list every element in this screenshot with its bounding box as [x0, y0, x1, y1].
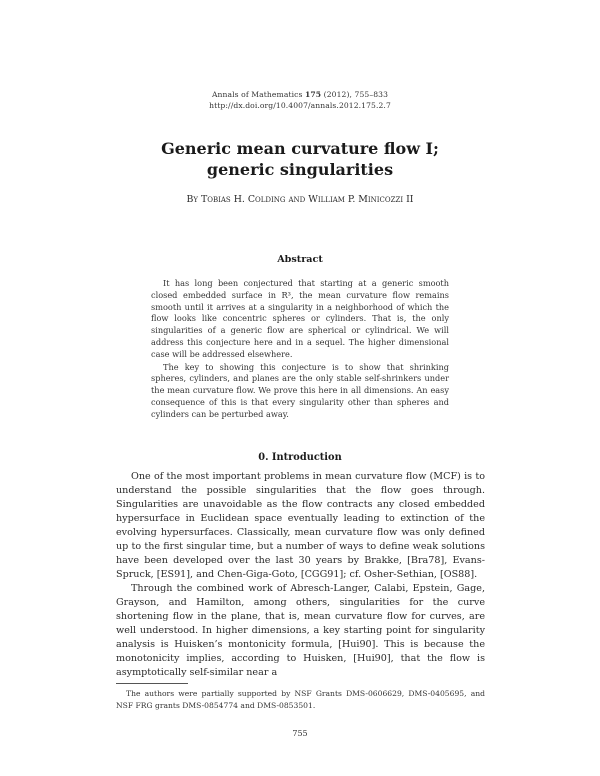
authors-line: By Tobias H. Colding and William P. Minicozzi II — [186, 194, 414, 205]
introduction-paragraph-1: One of the most important problems in mean curvature flow (MCF) is to understand the possible singularities that the flow goes through. Singularities are unavoidable as the flow contracts any closed embedded hypersurface in Euclidean space eventually leading to extinction of the evolving hypersurfaces. Classically, mean curvature flow was only defined up to the first singular time, but a number of ways to define weak solutions have been developed over the last 30 years by Brakke, [Bra78], Evans-Spruck, [ES91], and Chen-Giga-Goto, [CGG91]; cf. Osher-Sethian, [OS88]. — [116, 471, 485, 580]
paper-title — [0, 138, 600, 180]
introduction-body — [116, 470, 485, 680]
journal-citation — [0, 89, 600, 100]
footnote-text: The authors were partially supported by NSF Grants DMS-0606629, DMS-0405695, and NSF FRG grants DMS-0854774 and DMS-0853501. — [116, 689, 485, 710]
title-line-2: generic singularities — [206, 160, 394, 179]
footnote — [116, 688, 485, 711]
title-line-1: Generic mean curvature flow I; — [161, 139, 439, 158]
abstract-paragraph-2: The key to showing this conjecture is to show that shrinking spheres, cylinders, and planes are the only stable self-shrinkers under the mean curvature flow. We prove this here in all dimensions. An easy consequence of this is that every singularity other than spheres and cylinders can be perturbed away. — [151, 361, 449, 419]
page-number: 755 — [292, 729, 308, 738]
footnote-divider — [116, 683, 188, 684]
section-heading-introduction: 0. Introduction — [258, 452, 342, 463]
abstract-paragraph-1: It has long been conjectured that starting at a generic smooth closed embedded surface in R³, the mean curvature flow remains smooth until it arrives at a singularity in a neighborhood of which the flow looks like concentric spheres or cylinders. That is, the only singularities of a generic flow are spherical or cylindrical. We will address this conjecture here and in a sequel. The higher dimensional case will be addressed elsewhere. — [151, 278, 449, 359]
journal-doi: http://dx.doi.org/10.4007/annals.2012.175.2.7 — [209, 101, 391, 110]
abstract-body — [151, 278, 449, 422]
journal-header — [0, 89, 600, 111]
introduction-paragraph-2: Through the combined work of Abresch-Langer, Calabi, Epstein, Gage, Grayson, and Hamilton, among others, singularities for the curve shortening flow in the plane, that is, mean curvature flow for curves, are well understood. In higher dimensions, a key starting point for singularity analysis is Huisken’s montonicity formula, [Hui90]. This is because the monotonicity implies, according to Huisken, [Hui90], that the flow is asymptotically self-similar near a — [116, 583, 485, 678]
journal-volume: 175 — [305, 90, 322, 99]
abstract-heading: Abstract — [277, 254, 323, 265]
journal-year-pages: (2012), 755–833 — [323, 90, 389, 99]
journal-name: Annals of Mathematics — [211, 90, 303, 99]
